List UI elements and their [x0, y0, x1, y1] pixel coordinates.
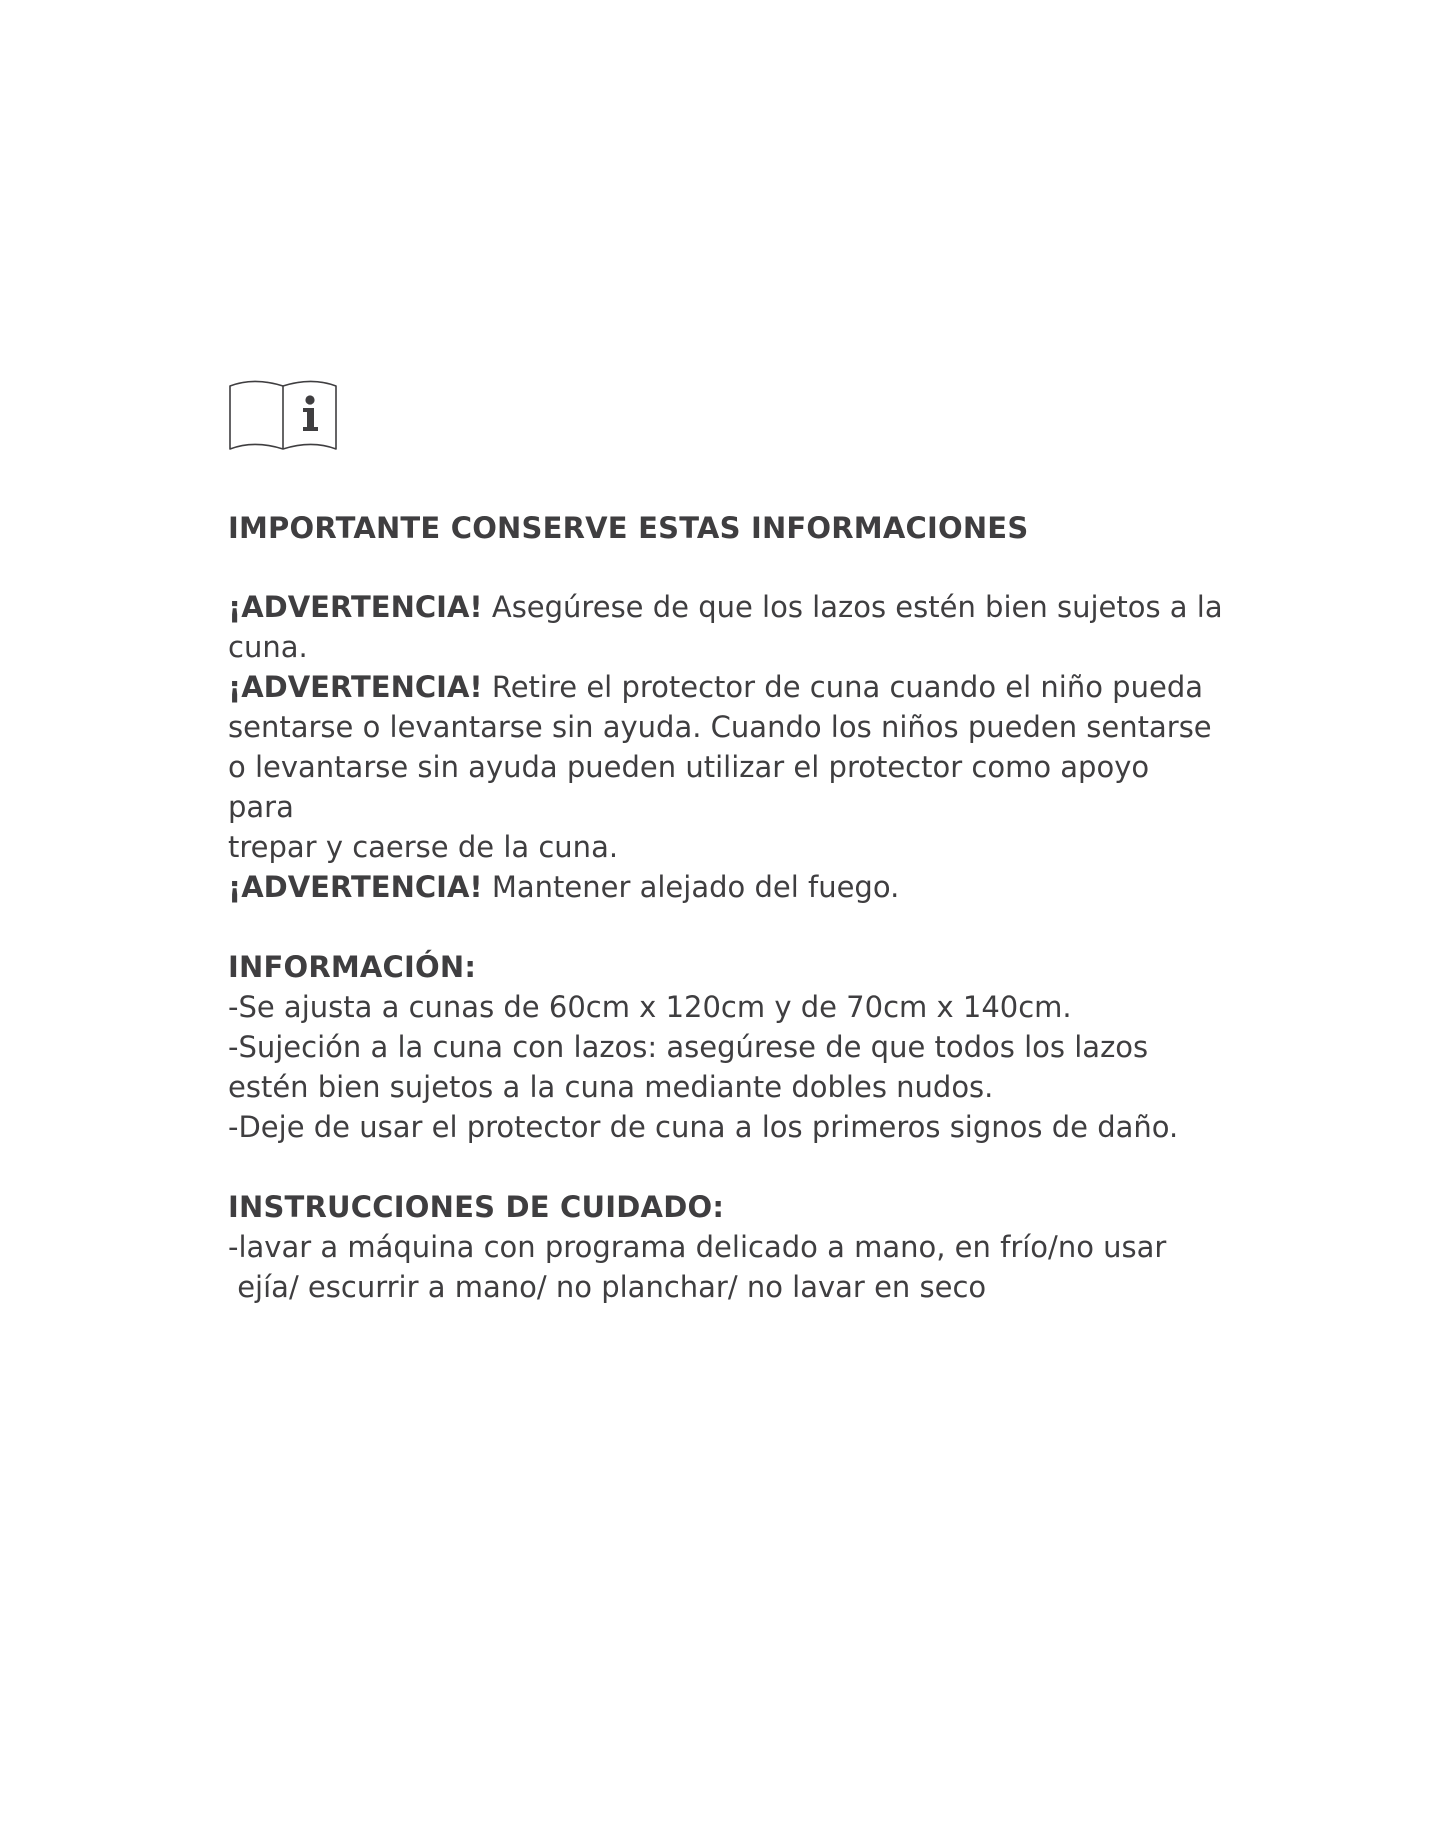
warning-2-line-5: trepar y caerse de la cuna. [228, 830, 619, 864]
warning-label: ¡ADVERTENCIA! [228, 590, 483, 624]
warning-2-line-3: o levantarse sin ayuda pueden utilizar el protector como apoyo [228, 750, 1150, 784]
care-line: ejía/ escurrir a mano/ no planchar/ no lavar en seco [228, 1270, 987, 1304]
warning-3-line-1 [228, 867, 1288, 907]
care-line: -lavar a máquina con programa delicado a mano, en frío/no usar [228, 1230, 1167, 1264]
document-content [228, 376, 1288, 1307]
care-heading: INSTRUCCIONES DE CUIDADO: [228, 1190, 725, 1224]
warning-2-line-4: para [228, 790, 294, 824]
warning-label: ¡ADVERTENCIA! [228, 670, 483, 704]
main-title: IMPORTANTE CONSERVE ESTAS INFORMACIONES [228, 511, 1029, 545]
warning-label: ¡ADVERTENCIA! [228, 870, 483, 904]
info-line: -Se ajusta a cunas de 60cm x 120cm y de 70cm x 140cm. [228, 990, 1072, 1024]
warning-1-line-2: cuna. [228, 630, 308, 664]
care-block [228, 1227, 1288, 1307]
info-block [228, 987, 1288, 1147]
info-line: estén bien sujetos a la cuna mediante dobles nudos. [228, 1070, 994, 1104]
info-line: -Sujeción a la cuna con lazos: asegúrese de que todos los lazos [228, 1030, 1149, 1064]
warning-text: Asegúrese de que los lazos estén bien sujetos a la [482, 590, 1223, 624]
info-line: -Deje de usar el protector de cuna a los primeros signos de daño. [228, 1110, 1179, 1144]
warnings-block [228, 587, 1288, 907]
warning-text: Mantener alejado del fuego. [482, 870, 900, 904]
warning-2-line-2: sentarse o levantarse sin ayuda. Cuando los niños pueden sentarse [228, 710, 1212, 744]
info-heading: INFORMACIÓN: [228, 950, 477, 984]
warning-2-line-1 [228, 667, 1288, 707]
manual-info-icon [228, 376, 338, 452]
warning-1-line-1 [228, 587, 1288, 627]
warning-text: Retire el protector de cuna cuando el niño pueda [482, 670, 1203, 704]
